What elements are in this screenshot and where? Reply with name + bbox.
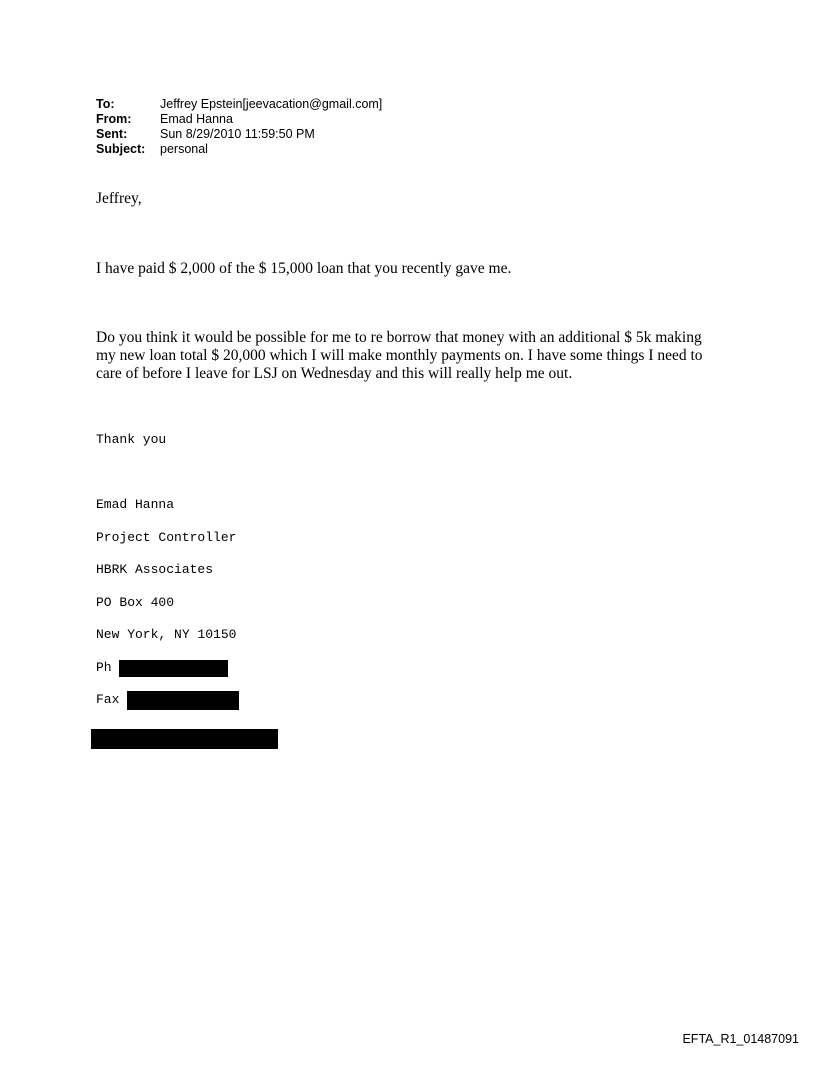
signature-name: Emad Hanna <box>96 497 175 512</box>
to-value: Jeffrey Epstein[jeevacation@gmail.com] <box>160 97 383 111</box>
from-label: From: <box>96 112 132 126</box>
signature-address-line-1: PO Box 400 <box>96 595 175 610</box>
email-greeting: Jeffrey, <box>96 190 142 207</box>
header-subject-row <box>96 142 382 157</box>
signature-address-line-2: New York, NY 10150 <box>96 627 237 642</box>
signature-company: HBRK Associates <box>96 562 214 577</box>
redaction-fax <box>127 691 239 710</box>
header-sent-row <box>96 127 382 142</box>
signature-phone-label: Ph <box>96 660 112 675</box>
subject-value: personal <box>160 142 208 156</box>
paragraph-2-line: my new loan total $ 20,000 which I will make monthly payments on. I have some things I need to <box>96 347 703 364</box>
redaction-block <box>91 729 278 749</box>
email-closing: Thank you <box>96 432 167 447</box>
sent-value: Sun 8/29/2010 11:59:50 PM <box>160 127 315 141</box>
header-from-row <box>96 112 382 127</box>
paragraph-2-line: Do you think it would be possible for me to re borrow that money with an additional $ 5k making <box>96 329 702 346</box>
email-paragraph-1: I have paid $ 2,000 of the $ 15,000 loan that you recently gave me. <box>96 260 512 277</box>
redaction-phone <box>119 660 228 677</box>
subject-label: Subject: <box>96 142 146 156</box>
paragraph-2-line: care of before I leave for LSJ on Wednesday and this will really help me out. <box>96 365 573 382</box>
email-paragraph-2 <box>96 329 703 383</box>
signature-title: Project Controller <box>96 530 237 545</box>
email-header <box>96 97 382 157</box>
header-to-row <box>96 97 382 112</box>
from-value: Emad Hanna <box>160 112 233 126</box>
signature-fax-label: Fax <box>96 692 120 707</box>
to-label: To: <box>96 97 115 111</box>
document-id-footer: EFTA_R1_01487091 <box>682 1032 799 1046</box>
sent-label: Sent: <box>96 127 128 141</box>
